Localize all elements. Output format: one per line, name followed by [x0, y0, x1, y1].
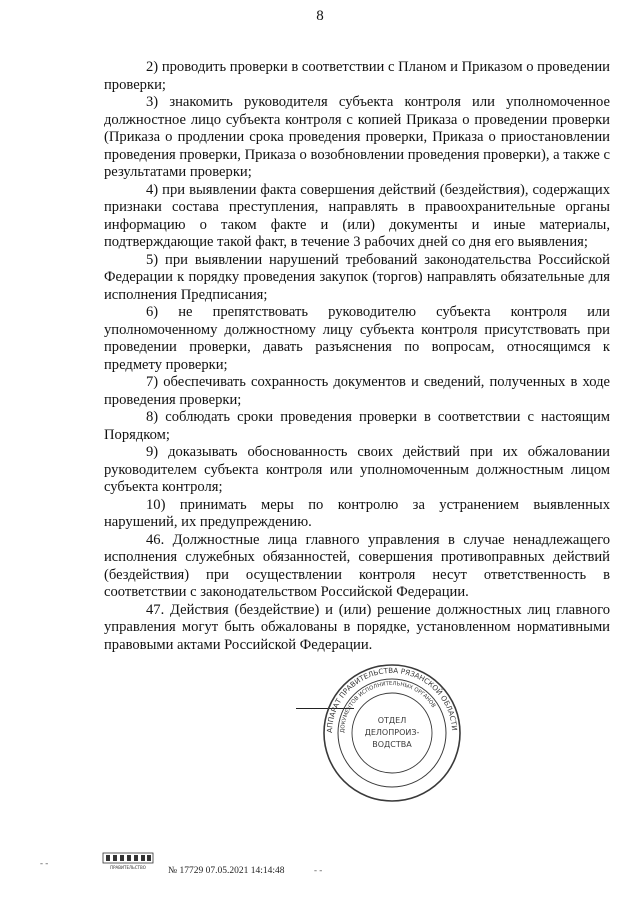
logo-bar — [141, 855, 145, 861]
logo-bar — [134, 855, 138, 861]
office-stamp — [322, 663, 462, 803]
document-body — [104, 59, 610, 654]
paragraph-item-2: 2) проводить проверки в соответствии с Планом и Приказом о проведении проверки; — [104, 59, 610, 93]
stamp-center-line2: ДЕЛОПРОИЗ- — [364, 728, 420, 737]
stamp-center-line1: ОТДЕЛ — [377, 716, 407, 725]
paragraph-item-10: 10) принимать меры по контролю за устранением выявленных нарушений, их предупреждению. — [104, 496, 610, 530]
paragraph-46: 46. Должностные лица главного управления в случае ненадлежащего исполнения служебных обязанностей, совершения противоправных действий (бездействия) при осуществлении контроля несут ответственность в соответствии с законодательством Российской Федерации. — [104, 531, 610, 600]
paragraph-item-6: 6) не препятствовать руководителю субъекта контроля или уполномоченному должностному лицу субъекта контроля присутствовать при проведении проверки, давать разъяснения по вопросам, относящимся к предмету проверки; — [104, 304, 610, 373]
paragraph-item-5: 5) при выявлении нарушений требований законодательства Российской Федерации к порядку проведения закупок (торгов) направлять обязательные для исполнения Предписания; — [104, 251, 610, 303]
stamp-center-line3: ВОДСТВА — [372, 740, 412, 749]
paragraph-item-3: 3) знакомить руководителя субъекта контроля или уполномоченное должностное лицо субъекта контроля с копией Приказа о проведении проверки (Приказа о продлении срока проведения проверки, Приказа о приостановлении проведения проверки, Приказа о возобновлении проведения проверки), а также с результатами проверки; — [104, 94, 610, 180]
page-number: 8 — [316, 8, 324, 24]
paragraph-item-8: 8) соблюдать сроки проведения проверки в соответствии с настоящим Порядком; — [104, 409, 610, 443]
footer-right-mark: - - — [314, 865, 323, 875]
logo-caption: ПРАВИТЕЛЬСТВО — [110, 865, 146, 870]
paragraph-47: 47. Действия (бездействие) и (или) решение должностных лиц главного управления могут быть обжалованы в порядке, установленном нормативными правовыми актами Российской Федерации. — [104, 601, 610, 653]
logo-bar — [120, 855, 124, 861]
logo-bar — [127, 855, 131, 861]
registration-stamp: № 17729 07.05.2021 14:14:48 — [168, 866, 285, 876]
paragraph-item-4: 4) при выявлении факта совершения действий (бездействия), содержащих признаки состава преступления, направлять в правоохранительные органы информацию о таком факте и (или) документы и иные материалы, подтверждающие такой факт, в течение 3 рабочих дней со дня его выявления; — [104, 181, 610, 250]
logo-bar — [147, 855, 151, 861]
logo-bar — [106, 855, 110, 861]
logo-bar — [113, 855, 117, 861]
footer-logo — [102, 850, 154, 870]
paragraph-item-9: 9) доказывать обоснованность своих действий при их обжаловании руководителем субъекта контроля или уполномоченным должностным лицом субъекта контроля; — [104, 444, 610, 495]
stamp-outer-text: АППАРАТ ПРАВИТЕЛЬСТВА РЯЗАНСКОЙ ОБЛАСТИ — [324, 665, 460, 734]
stamp-inner-text: ДОКУМЕНТОВ ИСПОЛНИТЕЛЬНЫХ ОРГАНОВ — [339, 680, 437, 734]
footer-left-mark: - - — [40, 858, 49, 868]
paragraph-item-7: 7) обеспечивать сохранность документов и сведений, полученных в ходе проведения проверки; — [104, 374, 610, 408]
